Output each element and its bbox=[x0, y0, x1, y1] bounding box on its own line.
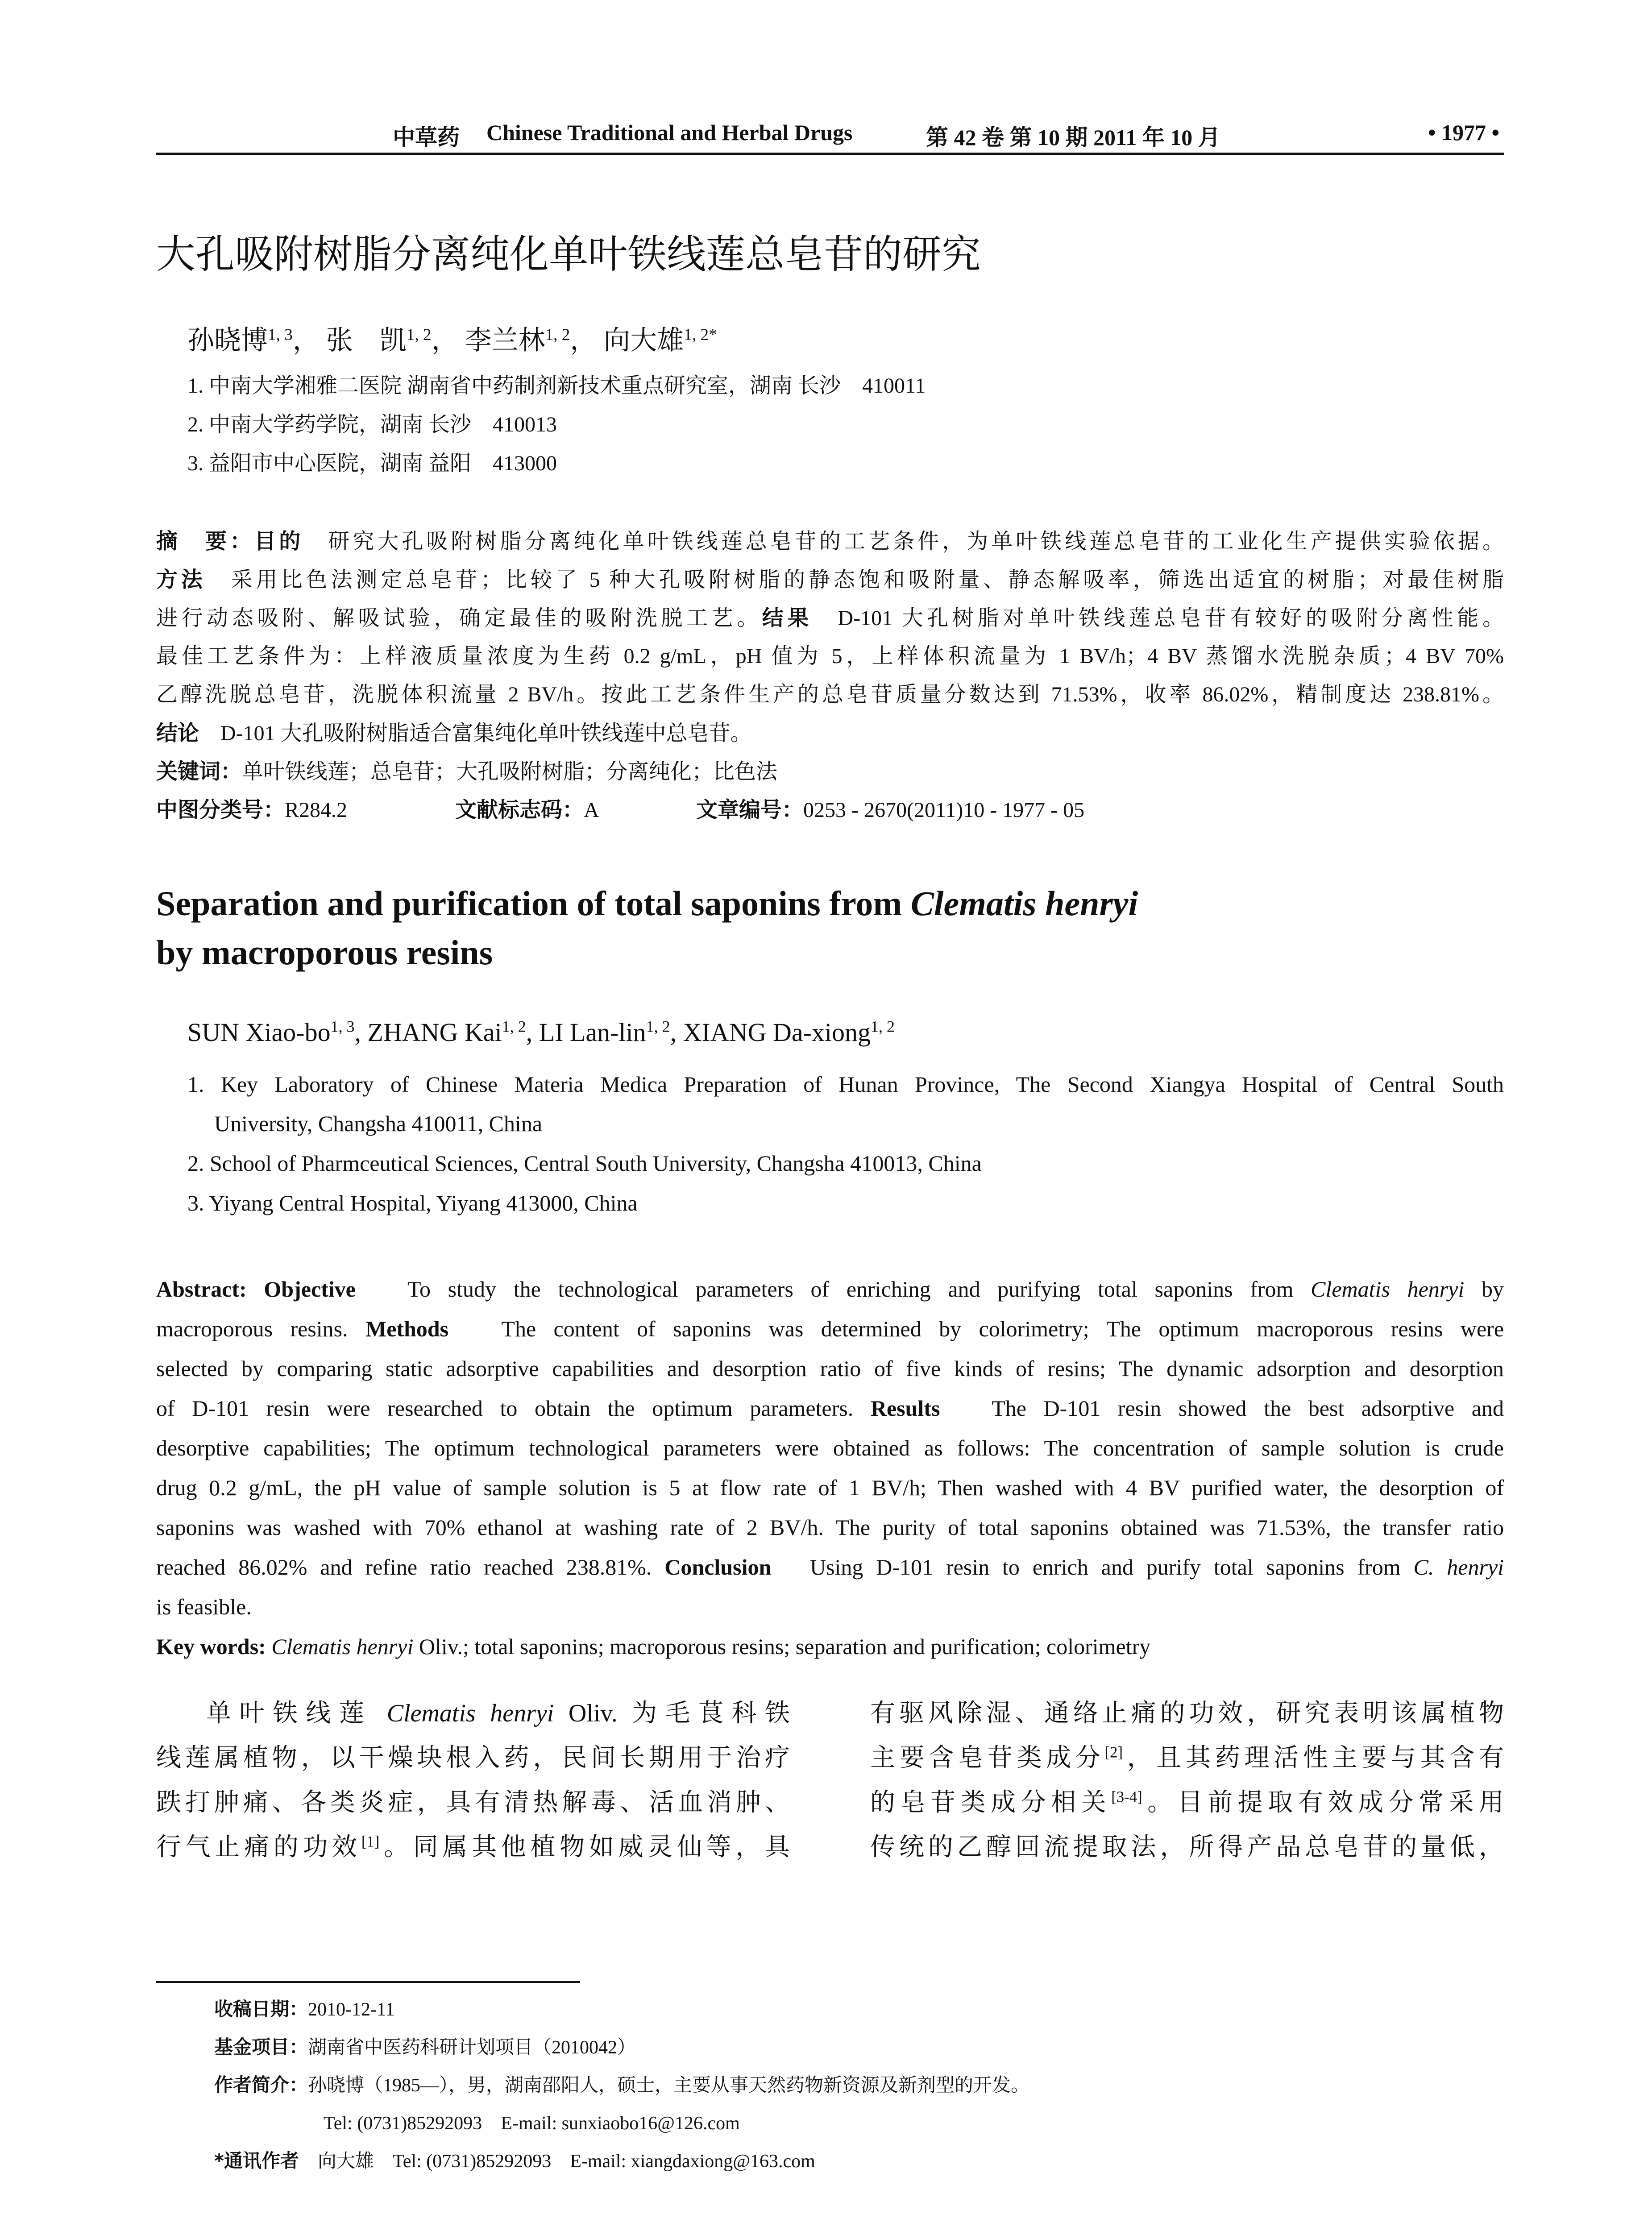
authors-en: SUN Xiao-bo$^{1, 3}$, ZHANG Kai$^{1, 2}$, LI Lan-lin$^{1, 2}$, XIANG Da-xiong$^{1, 2}$ bbox=[187, 1017, 895, 1047]
body-line: 的皂苷类成分相关[3-4]。目前提取有效成分常采用 bbox=[870, 1788, 1504, 1816]
affiliation-cn: 2. 中南大学药学院，湖南 长沙 410013 bbox=[187, 413, 557, 436]
body-column-left bbox=[156, 1691, 790, 1870]
body-column-right bbox=[870, 1691, 1504, 1870]
article-title-cn: 大孔吸附树脂分离纯化单叶铁线莲总皂苷的研究 bbox=[156, 231, 981, 277]
body-line: 单叶铁线莲 Clematis henryi Oliv. 为毛茛科铁 bbox=[206, 1700, 790, 1727]
document-code: 文献标志码：A bbox=[455, 797, 599, 822]
author-name: LI Lan-lin bbox=[539, 1018, 646, 1047]
abstract-label-cn: 摘 要： bbox=[156, 529, 255, 554]
author-name: XIANG Da-xiong bbox=[683, 1018, 871, 1047]
footnote-received: 收稿日期：2010-12-11 bbox=[214, 1998, 395, 2020]
author-affiliation-mark: 1, 2 bbox=[871, 1017, 895, 1036]
affiliation-en: University, Changsha 410011, China bbox=[214, 1111, 543, 1136]
author-name: 孙晓博 bbox=[187, 326, 268, 355]
footnote-corresponding-author: *通讯作者 向大雄 Tel: (0731)85292093 E-mail: xiangdaxiong@163.com bbox=[214, 2150, 815, 2172]
abstract-cn-line: 乙醇洗脱总皂苷，洗脱体积流量 2 BV/h。按此工艺条件生产的总皂苷质量分数达到 71.53%，收率 86.02%，精制度达 238.81%。 bbox=[156, 683, 1504, 706]
abstract-en-line: of D-101 resin were researched to obtain the optimum parameters. Results The D-101 resin showed the best adsorptive and bbox=[156, 1396, 1504, 1421]
article-number: 文章编号：0253 - 2670(2011)10 - 1977 - 05 bbox=[696, 797, 1085, 822]
journal-name-cn: 中草药 bbox=[393, 124, 460, 150]
body-line: 行气止痛的功效[1]。同属其他植物如威灵仙等，具 bbox=[156, 1833, 790, 1861]
author-affiliation-mark: 1, 2 bbox=[502, 1017, 526, 1036]
abstract-cn-line: 进行动态吸附、解吸试验，确定最佳的吸附洗脱工艺。结果 D-101 大孔树脂对单叶铁线莲总皂苷有较好的吸附分离性能。 bbox=[156, 605, 1504, 630]
methods-label-cn: 方法 bbox=[156, 567, 206, 592]
abstract-en-line: macroporous resins. Methods The content of saponins was determined by colorimetry; The optimum macroporous resins were bbox=[156, 1316, 1504, 1341]
author-name: 向大雄 bbox=[603, 326, 684, 355]
header-rule bbox=[156, 153, 1504, 155]
author-affiliation-mark: 1, 2 bbox=[646, 1017, 670, 1036]
citation-ref: [1] bbox=[361, 1833, 380, 1850]
clc-number: 中图分类号：R284.2 bbox=[156, 797, 348, 822]
body-line: 有驱风除湿、通络止痛的功效，研究表明该属植物 bbox=[870, 1700, 1504, 1727]
abstract-en-line: selected by comparing static adsorptive capabilities and desorption ratio of five kinds of resins; The dynamic adsorption and desorption bbox=[156, 1356, 1504, 1381]
results-label-en: Results bbox=[870, 1396, 940, 1421]
objective-label-en: Objective bbox=[264, 1277, 356, 1302]
affiliation-en: 2. School of Pharmceutical Sciences, Central South University, Changsha 410013, China bbox=[187, 1151, 982, 1176]
abstract-cn-line: 最佳工艺条件为：上样液质量浓度为生药 0.2 g/mL，pH 值为 5，上样体积流量为 1 BV/h；4 BV 蒸馏水洗脱杂质；4 BV 70% bbox=[156, 644, 1504, 668]
issue-info: 第 42 卷 第 10 期 2011 年 10 月 bbox=[926, 125, 1220, 150]
running-header bbox=[156, 120, 1504, 151]
footnote-author-bio: 作者简介：孙晓博（1985—），男，湖南邵阳人，硕士，主要从事天然药物新资源及新剂型的开发。 bbox=[214, 2074, 1030, 2096]
keywords-cn: 关键词：单叶铁线莲；总皂苷；大孔吸附树脂；分离纯化；比色法 bbox=[156, 759, 778, 784]
affiliation-cn: 1. 中南大学湘雅二医院 湖南省中药制剂新技术重点研究室，湖南 长沙 410011 bbox=[187, 374, 926, 398]
author-affiliation-mark: 1, 3 bbox=[268, 326, 293, 344]
author-affiliation-mark: 1, 2 bbox=[545, 326, 570, 344]
footnote-rule bbox=[156, 1981, 580, 1983]
species-name: Clematis henryi bbox=[910, 884, 1138, 923]
body-line: 跌打肿痛、各类炎症，具有清热解毒、活血消肿、 bbox=[156, 1789, 790, 1816]
abstract-en-line: desorptive capabilities; The optimum technological parameters were obtained as follows: The concentration of sample solution is crude bbox=[156, 1435, 1504, 1460]
citation-ref: [3-4] bbox=[1111, 1788, 1142, 1806]
abstract-en-line: is feasible. bbox=[156, 1594, 252, 1619]
species-name: Clematis henryi bbox=[386, 1700, 554, 1727]
abstract-label-en: Abstract: bbox=[156, 1277, 247, 1302]
page-number: • 1977 • bbox=[1428, 120, 1499, 145]
author-name: ZHANG Kai bbox=[367, 1018, 502, 1047]
body-line: 线莲属植物，以干燥块根入药，民间长期用于治疗 bbox=[156, 1744, 790, 1772]
objective-label-cn: 目的 bbox=[254, 529, 304, 554]
footnote-fund: 基金项目：湖南省中医药科研计划项目（2010042） bbox=[214, 2036, 636, 2058]
affiliation-cn: 3. 益阳市中心医院，湖南 益阳 413000 bbox=[187, 452, 557, 475]
author-name: SUN Xiao-bo bbox=[187, 1018, 331, 1047]
authors-cn: 孙晓博$^{1, 3}$， 张 凯$^{1, 2}$， 李兰林$^{1, 2}$， 向大雄$^{1, 2*}$ bbox=[187, 326, 717, 355]
abstract-en-line: drug 0.2 g/mL, the pH value of sample solution is 5 at flow rate of 1 BV/h; Then washed with 4 BV purified water, the desorption of bbox=[156, 1475, 1504, 1500]
species-name: Clematis henryi bbox=[271, 1634, 414, 1659]
footnote-author-contact: Tel: (0731)85292093 E-mail: sunxiaobo16@126.com bbox=[324, 2113, 740, 2134]
keywords-en: Key words: Clematis henryi Oliv.; total saponins; macroporous resins; separation and purification; colorimetry bbox=[156, 1634, 1151, 1659]
abstract-cn-line: 摘 要：目的 研究大孔吸附树脂分离纯化单叶铁线莲总皂苷的工艺条件，为单叶铁线莲总皂苷的工业化生产提供实验依据。 bbox=[156, 529, 1504, 554]
methods-label-en: Methods bbox=[365, 1316, 449, 1341]
species-name: Clematis henryi bbox=[1311, 1277, 1465, 1302]
author-affiliation-mark: 1, 3 bbox=[330, 1017, 355, 1036]
author-name: 李兰林 bbox=[465, 326, 545, 355]
species-name: C. henryi bbox=[1413, 1555, 1504, 1580]
author-affiliation-mark: 1, 2* bbox=[684, 326, 717, 344]
conclusion-label-cn: 结论 bbox=[156, 721, 199, 746]
abstract-en-line: Abstract: Objective To study the technological parameters of enriching and purifying total saponins from Clematis henryi by bbox=[156, 1277, 1504, 1302]
abstract-en-line: saponins was washed with 70% ethanol at washing rate of 2 BV/h. The purity of total saponins obtained was 71.53%, the transfer ratio bbox=[156, 1515, 1504, 1540]
author-affiliation-mark: 1, 2 bbox=[406, 326, 432, 344]
abstract-en-line: reached 86.02% and refine ratio reached 238.81%. Conclusion Using D-101 resin to enrich and purify total saponins from C. henryi bbox=[156, 1555, 1504, 1580]
body-line: 主要含皂苷类成分[2]，且其药理活性主要与其含有 bbox=[870, 1743, 1504, 1772]
citation-ref: [2] bbox=[1104, 1743, 1123, 1761]
conclusion-label-en: Conclusion bbox=[664, 1555, 772, 1580]
affiliation-en: 3. Yiyang Central Hospital, Yiyang 413000, China bbox=[187, 1190, 638, 1215]
article-title-en: Separation and purification of total saponins from Clematis henryi by macroporous resins bbox=[156, 884, 1138, 972]
body-line: 传统的乙醇回流提取法，所得产品总皂苷的量低， bbox=[870, 1833, 1504, 1861]
abstract-cn-line: 结论 D-101 大孔吸附树脂适合富集纯化单叶铁线莲中总皂苷。 bbox=[156, 721, 752, 746]
abstract-cn-line: 方法 采用比色法测定总皂苷；比较了 5 种大孔吸附树脂的静态饱和吸附量、静态解吸率，筛选出适宜的树脂；对最佳树脂 bbox=[156, 567, 1504, 592]
results-label-cn: 结果 bbox=[762, 605, 813, 630]
journal-name-en: Chinese Traditional and Herbal Drugs bbox=[486, 120, 853, 145]
affiliation-en: 1. Key Laboratory of Chinese Materia Medica Preparation of Hunan Province, The Second Xiangya Hospital of Central South bbox=[187, 1072, 1504, 1097]
author-name: 张 凯 bbox=[326, 326, 407, 355]
